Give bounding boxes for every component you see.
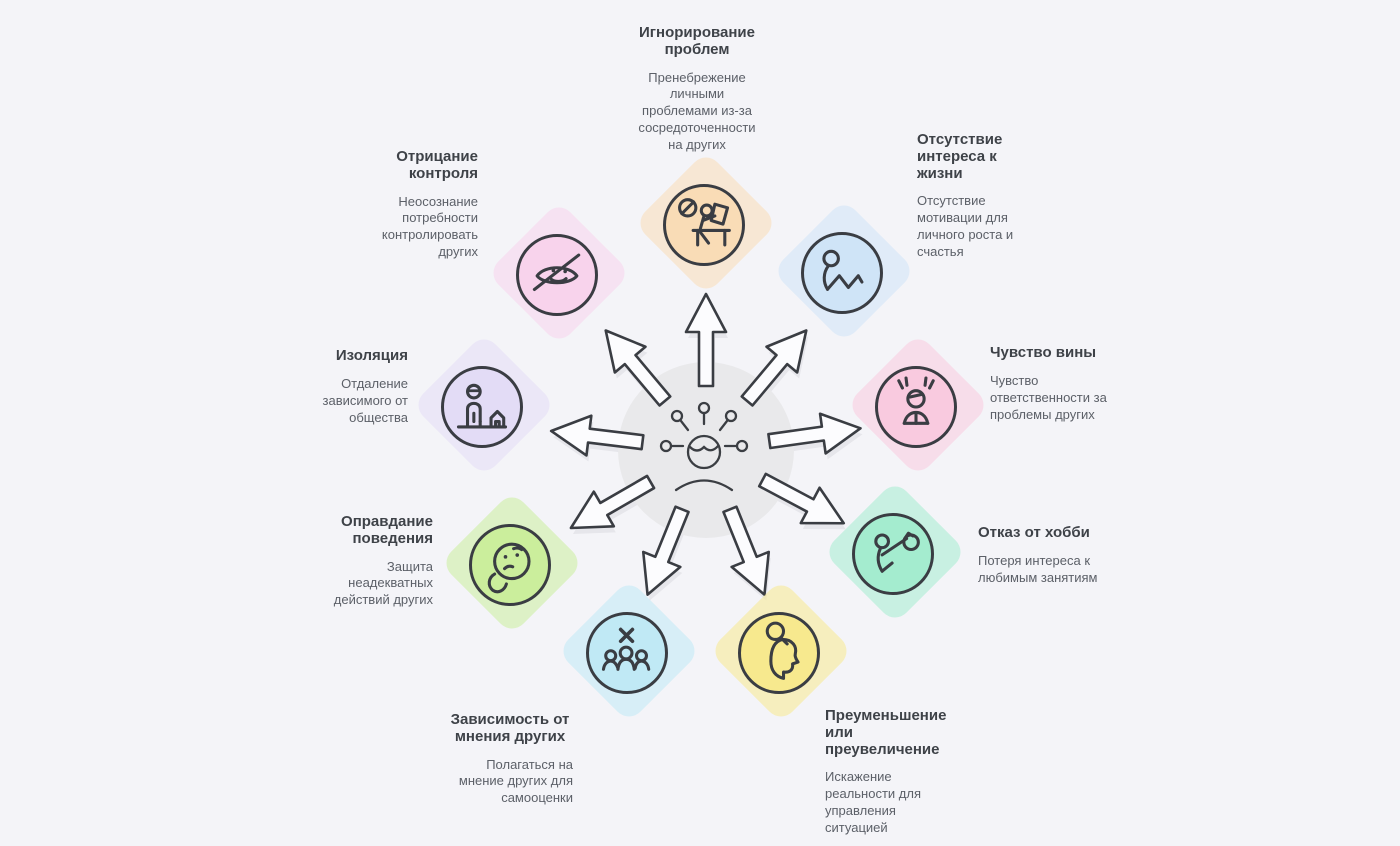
node-title: Отказ от хобби — [978, 524, 1090, 541]
magnifier-over-head-icon — [738, 612, 820, 694]
label-guilt — [990, 345, 1140, 423]
crossed-out-group-icon — [586, 612, 668, 694]
node-title: Отрицание контроля — [396, 148, 478, 182]
label-ignore-problems — [597, 25, 797, 154]
label-no-life-interest — [917, 132, 1035, 261]
node-desc: Полагаться на мнение других для самооценки — [458, 756, 573, 806]
node-title: Оправдание поведения — [341, 513, 433, 547]
thinking-face-icon — [469, 524, 551, 606]
node-desc: Защита неадекватных действий других — [333, 558, 433, 608]
node-title: Чувство вины — [990, 344, 1097, 361]
person-and-house-icon — [441, 366, 523, 448]
node-desc: Неосознание потребности контролировать других — [381, 193, 478, 260]
node-desc: Отдаление зависимого от общества — [322, 375, 408, 425]
node-desc: Пренебрежение личными проблемами из-за сосредоточенности на других — [638, 69, 756, 153]
node-ignore-problems — [663, 184, 745, 266]
node-title: Изоляция — [335, 347, 408, 364]
node-title: Преуменьшение или преувеличение — [825, 707, 947, 758]
node-opinion-dependence — [586, 612, 668, 694]
label-isolation — [296, 348, 408, 426]
node-guilt — [875, 366, 957, 448]
label-minimize-exaggerate — [825, 708, 947, 837]
node-control-denial — [516, 234, 598, 316]
node-title: Игнорирование проблем — [639, 24, 755, 58]
hidden-eye-icon — [516, 234, 598, 316]
node-title: Отсутствие интереса к жизни — [917, 131, 1003, 182]
person-with-bindle-icon — [852, 513, 934, 595]
label-behavior-justification — [318, 514, 433, 609]
stressed-person-icon — [875, 366, 957, 448]
node-title: Зависимость от мнения других — [450, 711, 570, 745]
label-opinion-dependence — [447, 712, 573, 807]
node-desc: Чувство ответственности за проблемы других — [990, 372, 1107, 422]
person-at-desk-prohibition-icon — [663, 184, 745, 266]
slouched-person-icon — [801, 232, 883, 314]
node-desc: Потеря интереса к любимым занятиям — [978, 552, 1098, 585]
node-isolation — [441, 366, 523, 448]
node-hobby-refusal — [852, 513, 934, 595]
node-minimize-exaggerate — [738, 612, 820, 694]
label-hobby-refusal — [978, 525, 1143, 587]
node-desc: Искажение реальности для управления ситуацией — [825, 769, 921, 836]
node-no-life-interest — [801, 232, 883, 314]
node-desc: Отсутствие мотивации для личного роста и счастья — [917, 193, 1014, 260]
node-behavior-justification — [469, 524, 551, 606]
label-control-denial — [348, 149, 478, 261]
